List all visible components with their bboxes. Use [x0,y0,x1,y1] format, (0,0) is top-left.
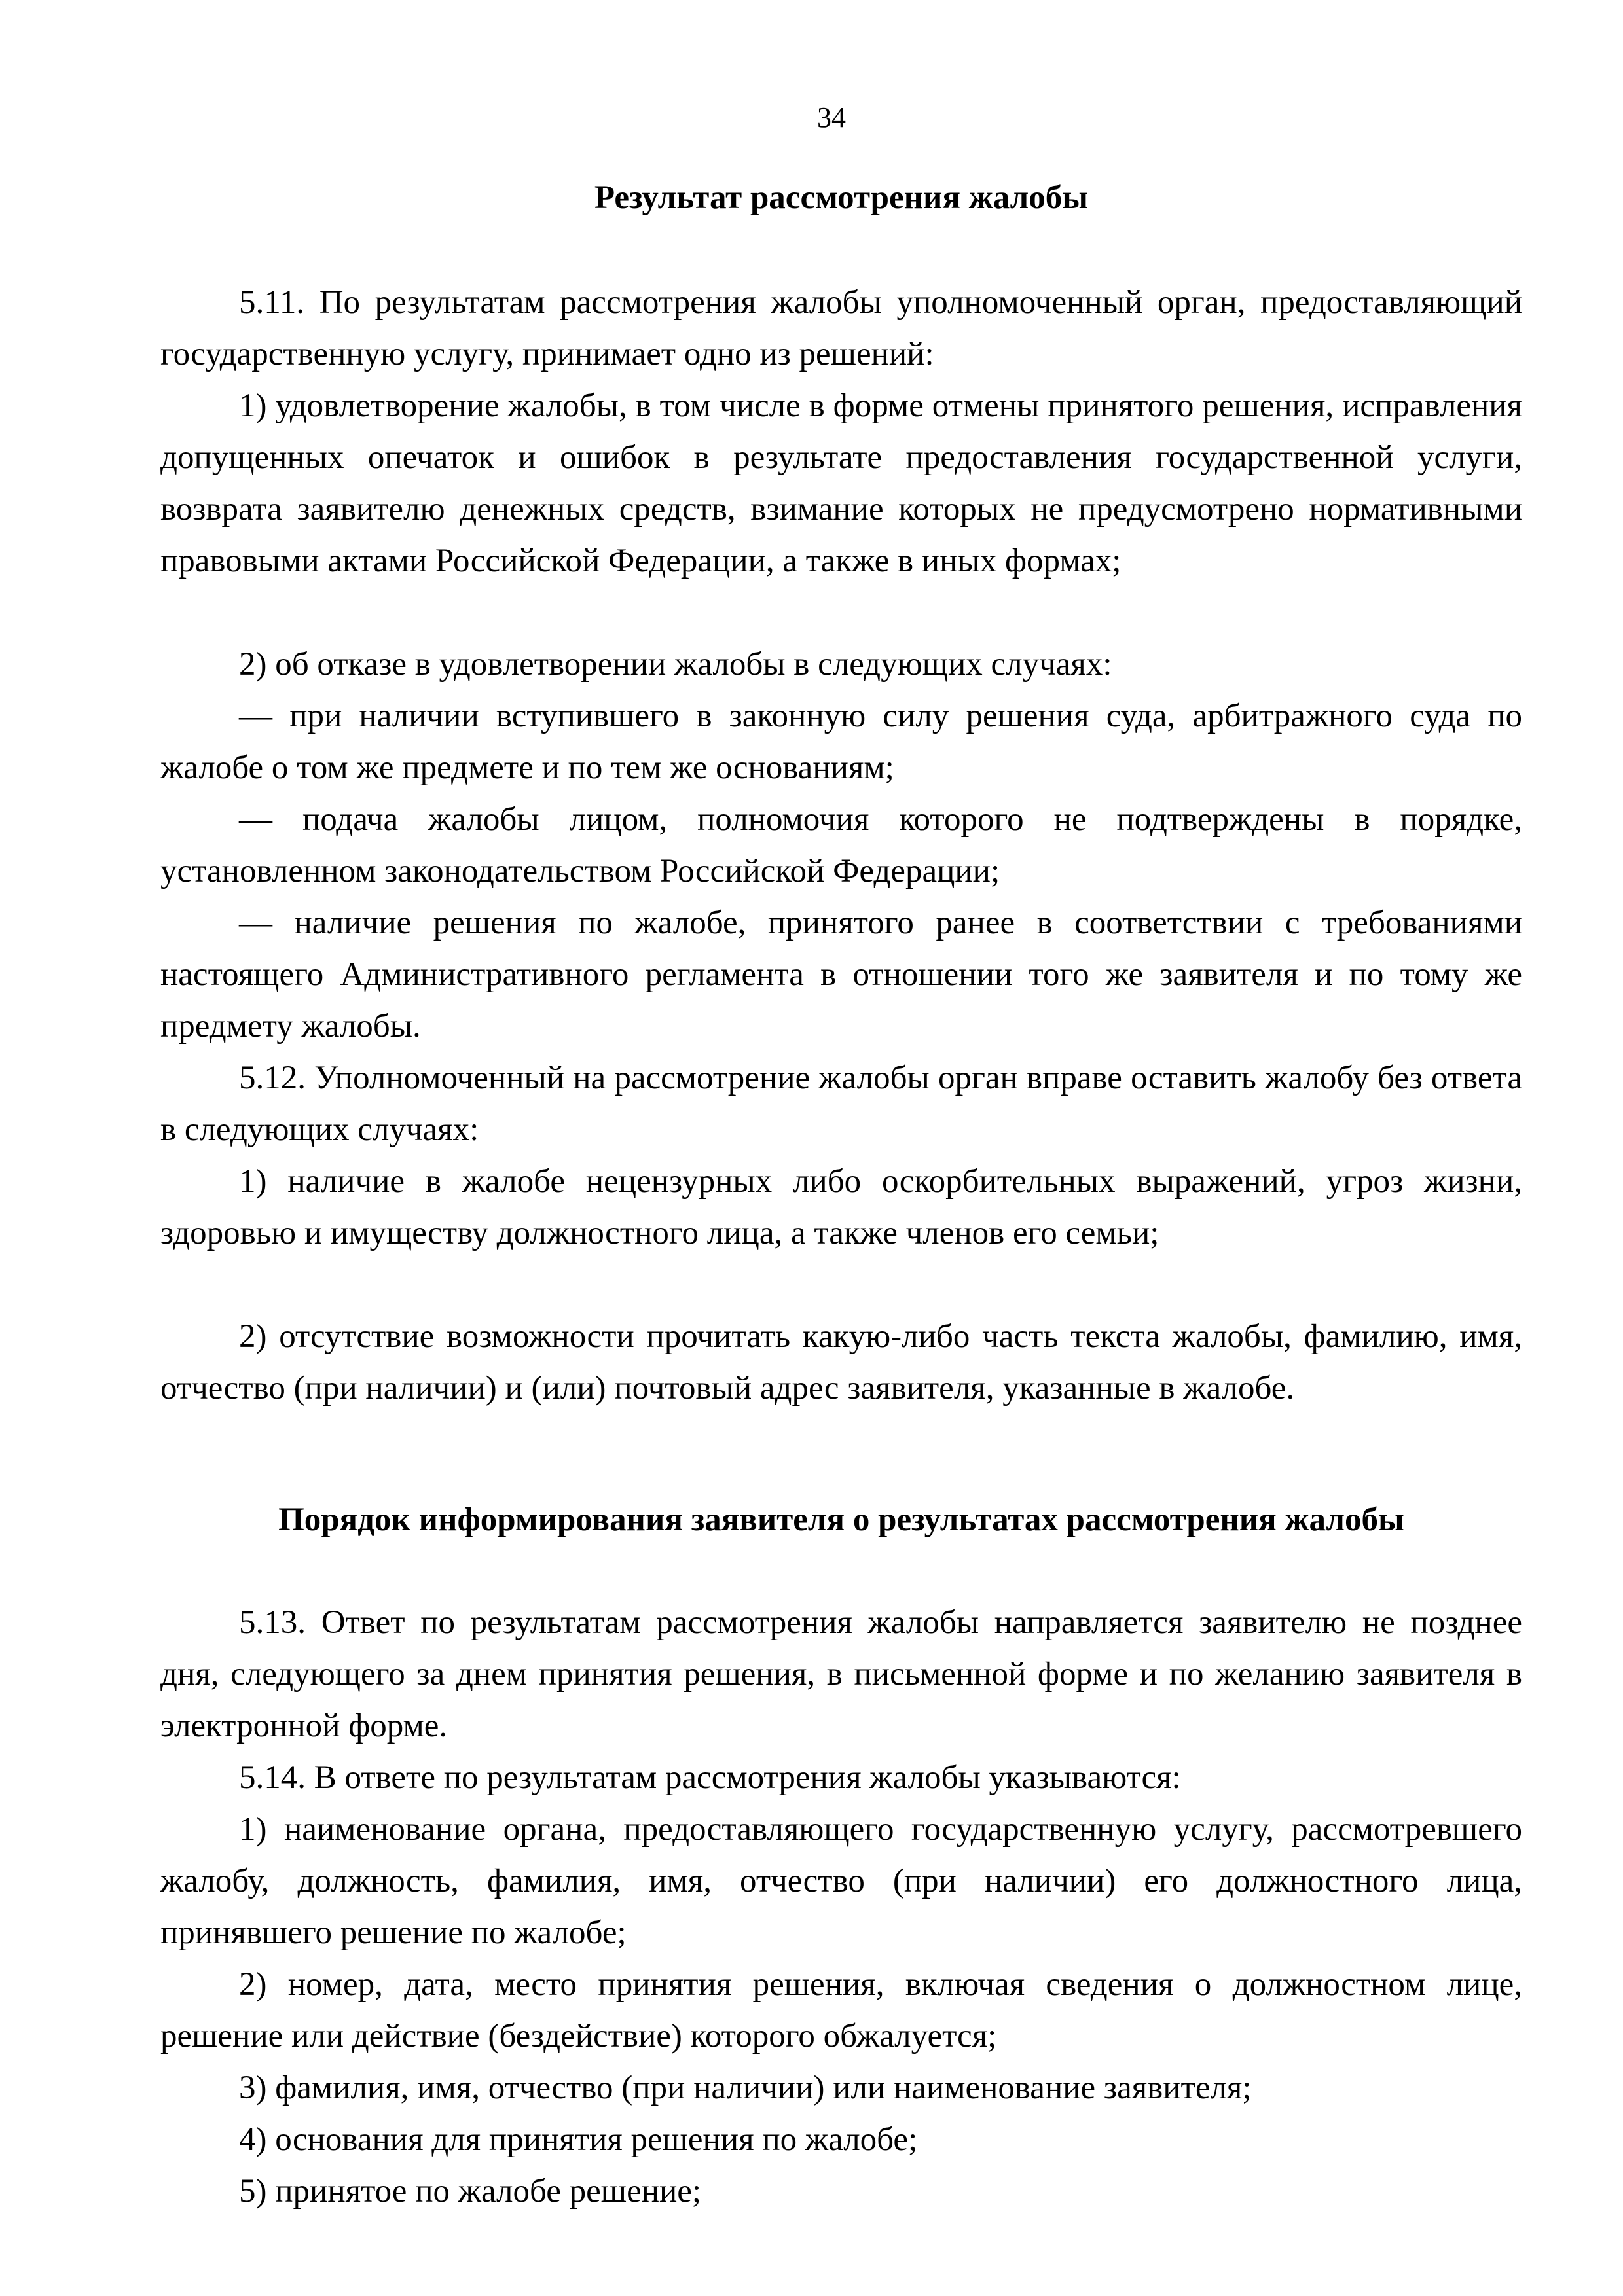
answer-item-1: 1) наименование органа, предоставляющего государственную услугу, рассмотревшего жалобу, должность, фамилия, имя, отчество (при наличии) его должностного лица, принявшего решение по жалобе; [160,1811,1522,1951]
answer-item-3: 3) фамилия, имя, отчество (при наличии) или наименование заявителя; [239,2070,1252,2106]
list-item-2-refuse: 2) об отказе в удовлетворении жалобы в следующих случаях: [239,646,1112,683]
paragraph-5-13: 5.13. Ответ по результатам рассмотрения жалобы направляется заявителю не позднее дня, следующего за днем принятия решения, в письменной форме и по желанию заявителя в электронной форме. [160,1604,1522,1744]
answer-item-5: 5) принятое по жалобе решение; [239,2173,702,2210]
paragraph-5-11: 5.11. По результатам рассмотрения жалобы уполномоченный орган, предоставляющий государственную услугу, принимает одно из решений: [160,284,1522,372]
answer-item-2: 2) номер, дата, место принятия решения, включая сведения о должностном лице, решение или действие (бездействие) которого обжалуется; [160,1966,1522,2054]
refusal-case-prior-decision: — наличие решения по жалобе, принятого ранее в соответствии с требованиями настоящего Административного регламента в отношении того же заявителя и по тому же предмету жалобы. [160,905,1522,1045]
section-title-informing: Порядок информирования заявителя о результатах рассмотрения жалобы [278,1501,1404,1538]
list-item-1-satisfy: 1) удовлетворение жалобы, в том числе в форме отмены принятого решения, исправления допущенных опечаток и ошибок в результате предоставления государственной услуги, возврата заявителю денежных средств, взимание которых не предусмотрено нормативными правовыми актами Российской Федерации, а также в иных формах; [160,387,1522,579]
refusal-case-authority: — подача жалобы лицом, полномочия которого не подтверждены в порядке, установленном законодательством Российской Федерации; [160,801,1522,889]
paragraph-5-12: 5.12. Уполномоченный на рассмотрение жалобы орган вправе оставить жалобу без ответа в следующих случаях: [160,1060,1522,1148]
refusal-case-court: — при наличии вступившего в законную силу решения суда, арбитражного суда по жалобе о том же предмете и по тем же основаниям; [160,698,1522,786]
page-number: 34 [817,101,846,134]
no-answer-case-1: 1) наличие в жалобе нецензурных либо оскорбительных выражений, угроз жизни, здоровью и имуществу должностного лица, а также членов его семьи; [160,1163,1522,1251]
no-answer-case-2: 2) отсутствие возможности прочитать какую-либо часть текста жалобы, фамилию, имя, отчество (при наличии) и (или) почтовый адрес заявителя, указанные в жалобе. [160,1318,1522,1407]
answer-item-4: 4) основания для принятия решения по жалобе; [239,2121,918,2158]
section-title-result: Результат рассмотрения жалобы [594,179,1089,216]
paragraph-5-14: 5.14. В ответе по результатам рассмотрения жалобы указываются: [239,1759,1181,1796]
